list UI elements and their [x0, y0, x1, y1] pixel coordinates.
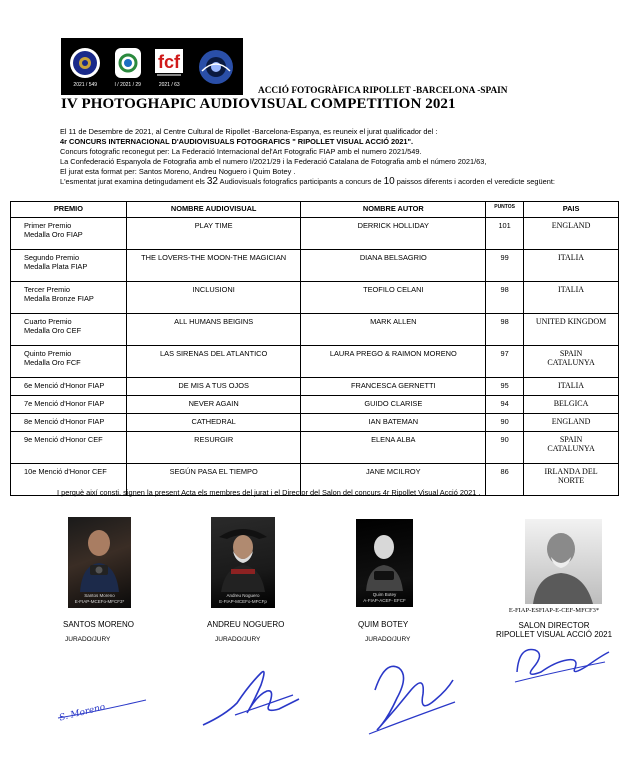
cell-puntos: 90 [486, 432, 524, 464]
intro-line-verdict: L'esmentat jurat examina detingudament els 32 Audiovisuals fotografics participants a concurs de 10 paissos diferents i acorden el veredicte següent: [60, 176, 555, 187]
cef-emblem-icon [113, 46, 143, 80]
photo-caption: Quim Botey A-FIAP-ACEF- EFCF [363, 592, 406, 603]
cell-pais: ENGLAND [524, 414, 619, 432]
logo-strip [61, 38, 243, 95]
cell-pais: ENGLAND [524, 218, 619, 250]
fiap-logo-caption: 2021 / 549 [73, 81, 98, 88]
cell-premio: Cuarto Premio Medalla Oro CEF [11, 314, 127, 346]
table-row [11, 314, 619, 346]
cell-pais: IRLANDA DEL NORTE [524, 464, 619, 496]
table-row [11, 432, 619, 464]
intro-line: El jurat esta format per: Santos Moreno, Andreu Noguero i Quim Botey . [60, 167, 296, 176]
table-row [11, 282, 619, 314]
cell-pais: ITALIA [524, 282, 619, 314]
person-portrait-icon [356, 519, 413, 591]
header-autor: NOMBRE AUTOR [301, 202, 486, 218]
cell-puntos: 98 [486, 314, 524, 346]
cell-audiovisual: CATHEDRAL [126, 414, 301, 432]
cell-puntos: 97 [486, 346, 524, 378]
table-row [11, 346, 619, 378]
cell-audiovisual: NEVER AGAIN [126, 396, 301, 414]
cell-premio: 8e Menció d'Honor FIAP [11, 414, 127, 432]
jury-photo-quim-botey [356, 519, 413, 607]
header-pais: PAIS [524, 202, 619, 218]
director-salon: RIPOLLET VISUAL ACCIÓ 2021 [495, 630, 613, 639]
signature-santos-moreno [54, 668, 154, 728]
cell-premio: Quinto Premio Medalla Oro FCF [11, 346, 127, 378]
signature-andreu-noguero [195, 655, 305, 735]
header-puntos: PUNTOS [486, 202, 524, 218]
cell-pais: ITALIA [524, 250, 619, 282]
cell-premio: Segundo Premio Medalla Plata FIAP [11, 250, 127, 282]
cell-autor: FRANCESCA GERNETTI [301, 378, 486, 396]
director-photo [525, 519, 602, 604]
jury-photo-andreu-noguero [211, 517, 275, 608]
cell-autor: GUIDO CLARISE [301, 396, 486, 414]
jury-name-andreu-noguero: ANDREU NOGUERO [207, 620, 285, 629]
cell-audiovisual: LAS SIRENAS DEL ATLANTICO [126, 346, 301, 378]
fcf-logo-caption: 2021 / 63 [158, 81, 180, 88]
table-row [11, 218, 619, 250]
person-portrait-icon [211, 517, 275, 592]
table-header-row [11, 202, 619, 218]
cell-premio: Primer Premio Medalla Oro FIAP [11, 218, 127, 250]
fcf-emblem-icon [153, 46, 185, 80]
jury-name-santos-moreno: SANTOS MORENO [63, 620, 134, 629]
fiap-emblem-icon [68, 46, 102, 80]
jury-name-quim-botey: QUIM BOTEY [358, 620, 409, 629]
intro-line: La Confederació Espanyola de Fotografia amb el numero I/2021/29 i la Federació Catalana de Fotografia amb el número 2021/63, [60, 157, 487, 166]
table-row [11, 378, 619, 396]
director-credentials: E-FIAP-ESFIAP-E-CEF-MFCF3* [508, 607, 600, 614]
svg-text:fcf: fcf [158, 51, 181, 72]
cell-audiovisual: ALL HUMANS BEIGINS [126, 314, 301, 346]
signature-text: S. Moreno [58, 702, 107, 724]
cell-autor: JANE MCILROY [301, 464, 486, 496]
cell-audiovisual: PLAY TIME [126, 218, 301, 250]
cell-puntos: 86 [486, 464, 524, 496]
results-table [10, 201, 619, 496]
ripollet-emblem-icon [196, 47, 236, 87]
cell-autor: MARK ALLEN [301, 314, 486, 346]
closing-statement: I perquè així consti, signen la present Acta els membres del jurat i el Director del Salon del concurs 4r Ripollet Visual Acció 2021 . [57, 488, 481, 497]
header-premio: PREMIO [11, 202, 127, 218]
cell-puntos: 98 [486, 282, 524, 314]
photo-caption: Santos Moreno E-FIAP-MCEFo-MFCF3* [74, 593, 125, 604]
count-countries: 10 [383, 176, 395, 187]
cef-logo [113, 46, 143, 88]
cell-autor: ELENA ALBA [301, 432, 486, 464]
cell-audiovisual: SEGÚN PASA EL TIEMPO [126, 464, 301, 496]
cell-pais: SPAIN CATALUNYA [524, 346, 619, 378]
table-row [11, 396, 619, 414]
intro-line-contest: 4r CONCURS INTERNACIONAL D'AUDIOVISUALS FOTOGRAFICS " RIPOLLET VISUAL ACCIÓ 2021". [60, 137, 414, 146]
intro-line: El 11 de Desembre de 2021, al Centre Cultural de Ripollet -Barcelona-Espanya, es reuneix el jurat qualificador del : [60, 127, 438, 136]
cell-puntos: 101 [486, 218, 524, 250]
count-audiovisuals: 32 [206, 176, 218, 187]
cell-audiovisual: RESURGIR [126, 432, 301, 464]
table-row [11, 250, 619, 282]
jury-role: JURADO/JURY [365, 636, 411, 643]
intro-text [60, 127, 620, 187]
cell-audiovisual: INCLUSIONI [126, 282, 301, 314]
cell-premio: 10e Menció d'Honor CEF [11, 464, 127, 496]
page-title: IV PHOTOGHAPIC AUDIOVISUAL COMPETITION 2021 [61, 96, 456, 112]
ripollet-logo [196, 47, 236, 87]
jury-photo-santos-moreno [68, 517, 131, 608]
cell-premio: 7e Menció d'Honor FIAP [11, 396, 127, 414]
fiap-logo [68, 46, 102, 88]
cell-pais: ITALIA [524, 378, 619, 396]
jury-role: JURADO/JURY [65, 636, 111, 643]
cell-premio: 6e Menció d'Honor FIAP [11, 378, 127, 396]
signature-quim-botey [355, 650, 465, 750]
person-portrait-icon [68, 517, 131, 592]
cell-puntos: 95 [486, 378, 524, 396]
cell-premio: 9e Menció d'Honor CEF [11, 432, 127, 464]
cell-autor: DIANA BELSAGRIO [301, 250, 486, 282]
cell-puntos: 90 [486, 414, 524, 432]
director-title: SALON DIRECTOR [518, 621, 590, 630]
cell-pais: SPAIN CATALUNYA [524, 432, 619, 464]
cell-puntos: 99 [486, 250, 524, 282]
intro-line: Concurs fotografic reconegut per: La Federació Internacional del'Art Fotografic FIAP amb el numero 2021/549. [60, 147, 422, 156]
fcf-logo [153, 46, 185, 88]
cell-premio: Tercer Premio Medalla Bronze FIAP [11, 282, 127, 314]
cell-puntos: 94 [486, 396, 524, 414]
jury-role: JURADO/JURY [215, 636, 261, 643]
cell-autor: DERRICK HOLLIDAY [301, 218, 486, 250]
person-portrait-icon [525, 519, 602, 604]
photo-caption: Andreu Noguero E-FIAP-MCEFo-MFCFp [219, 593, 267, 604]
signature-director [505, 632, 615, 692]
cell-audiovisual: THE LOVERS-THE MOON-THE MAGICIAN [126, 250, 301, 282]
organizer-name: ACCIÓ FOTOGRÀFICA RIPOLLET -BARCELONA -SPAIN [258, 86, 508, 96]
cell-pais: UNITED KINGDOM [524, 314, 619, 346]
header-audiovisual: NOMBRE AUDIOVISUAL [126, 202, 301, 218]
table-row [11, 414, 619, 432]
cef-logo-caption: I / 2021 / 29 [114, 81, 141, 88]
cell-autor: LAURA PREGO & RAIMON MORENO [301, 346, 486, 378]
cell-audiovisual: DE MIS A TUS OJOS [126, 378, 301, 396]
cell-autor: TEOFILO CELANI [301, 282, 486, 314]
cell-pais: BELGICA [524, 396, 619, 414]
cell-autor: IAN BATEMAN [301, 414, 486, 432]
